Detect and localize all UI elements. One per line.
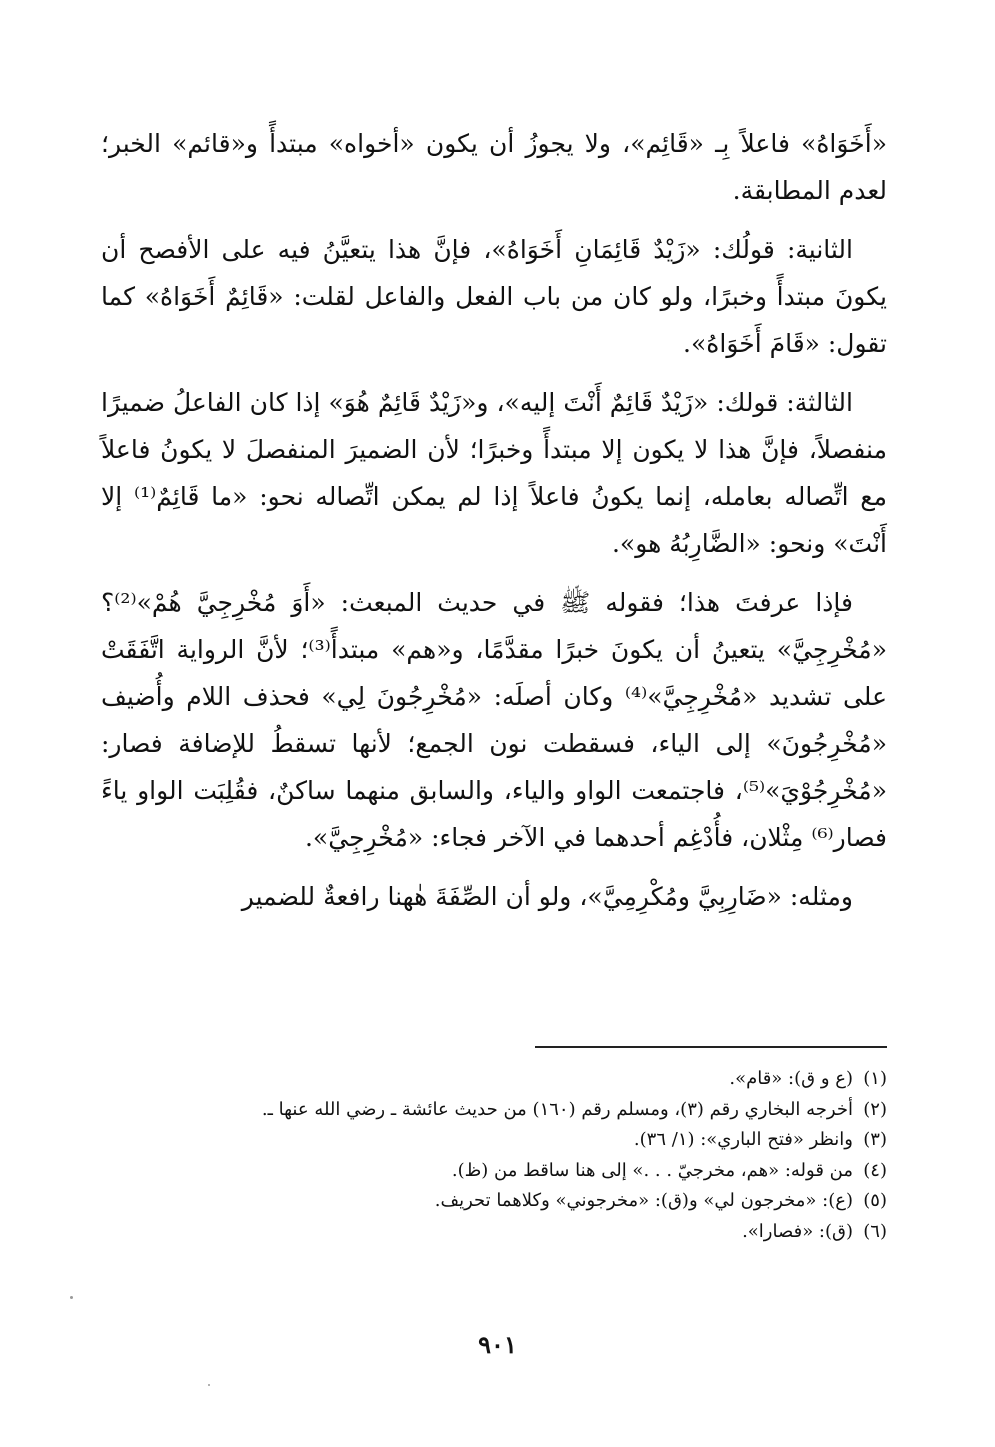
footnote-number: (٣) (863, 1129, 887, 1150)
paragraph-5: ومثله: «ضَارِبِيَّ ومُكْرِمِيَّ»، ولو أن الصِّفَةَ هٰهنا رافعةٌ للضمير (241, 882, 853, 911)
footnote-item (97, 1156, 887, 1187)
footnote-separator (535, 1046, 887, 1048)
paragraph-4: فإذا عرفتَ هذا؛ فقوله ﷺ في حديث المبعث: «أَوَ مُخْرِجِيَّ هُمْ»⁽²⁾؟ «مُخْرِجِيَّ» يتعينُ أن يكونَ خبرًا مقدَّمًا، و«هم» مبتدأً⁽³⁾؛ لأنَّ الرواية اتَّفَقَتْ على تشديد «مُخْرِجِيَّ»⁽⁴⁾ وكان أصلَه: «مُخْرِجُونَ لِي» فحذف اللام وأُضيف «مُخْرِجُونَ» إلى الياء، فسقطت نون الجمع؛ لأنها تسقطُ للإضافة فصار: «مُخْرِجُوْيَ»⁽⁵⁾، فاجتمعت الواو والياء، والسابق منهما ساكنٌ، فقُلِبَت الواو ياءً فصار⁽⁶⁾ مِثْلان، فأُدْغِم أحدهما في الآخر فجاء: «مُخْرِجِيَّ». (101, 588, 887, 852)
footnote-text: (ق): «فصارا». (742, 1220, 853, 1242)
paragraph-3: الثالثة: قولك: «زَيْدٌ قَائِمٌ أَنْتَ إليه»، و«زَيْدٌ قَائِمٌ هُوَ» إذا كان الفاعلُ ضميرًا منفصلاً، فإنَّ هذا لا يكون إلا مبتدأً وخبرًا؛ لأن الضميرَ المنفصلَ لا يكونُ فاعلاً مع اتِّصاله بعامله، إنما يكونُ فاعلاً إذا لم يمكن اتِّصاله نحو: «ما قَائِمٌ⁽¹⁾ إلا أَنْتَ» ونحو: «الضَّارِبُهُ هو». (101, 388, 887, 558)
footnote-number: (٥) (863, 1190, 887, 1211)
main-text-body (101, 120, 887, 932)
scan-speck (70, 1296, 73, 1299)
footnote-text: (ع و ق): «قام». (729, 1068, 853, 1089)
paragraph-1: «أَخَوَاهُ» فاعلاً بِـ «قَائِم»، ولا يجوزُ أن يكون «أخواه» مبتدأً و«قائم» الخبر؛ لعدم المطابقة. (101, 129, 887, 205)
footnotes-list (97, 1064, 887, 1247)
footnote-text: أخرجه البخاري رقم (٣)، ومسلم رقم (١٦٠) من حديث عائشة ـ رضي الله عنها ـ. (261, 1098, 853, 1120)
footnote-item (97, 1095, 887, 1126)
footnote-item (97, 1064, 887, 1095)
footnote-number: (٢) (863, 1098, 887, 1120)
footnote-text: من قوله: «هم، مخرجيّ . . .» إلى هنا ساقط من (ظ). (451, 1159, 853, 1181)
footnote-item (97, 1125, 887, 1156)
footnote-text: وانظر «فتح الباري»: (١/ ٣٦). (633, 1129, 853, 1150)
paragraph-2: الثانية: قولُك: «زَيْدٌ قَائِمَانِ أَخَوَاهُ»، فإنَّ هذا يتعيَّنُ فيه على الأفصح أن يكونَ مبتدأً وخبرًا، ولو كان من باب الفعل والفاعل لقلت: «قَائِمٌ أَخَوَاهُ» كما تقول: «قَامَ أَخَوَاهُ». (101, 235, 887, 358)
footnote-number: (١) (863, 1068, 887, 1089)
footnote-number: (٤) (863, 1159, 887, 1181)
footnote-number: (٦) (863, 1220, 887, 1242)
page-number: ٩٠١ (478, 1330, 517, 1359)
scan-speck (208, 1384, 210, 1386)
footnote-item (97, 1186, 887, 1217)
footnote-item (97, 1217, 887, 1248)
footnote-text: (ع): «مخرجون لي» و(ق): «مخرجوني» وكلاهما تحريف. (434, 1190, 853, 1211)
